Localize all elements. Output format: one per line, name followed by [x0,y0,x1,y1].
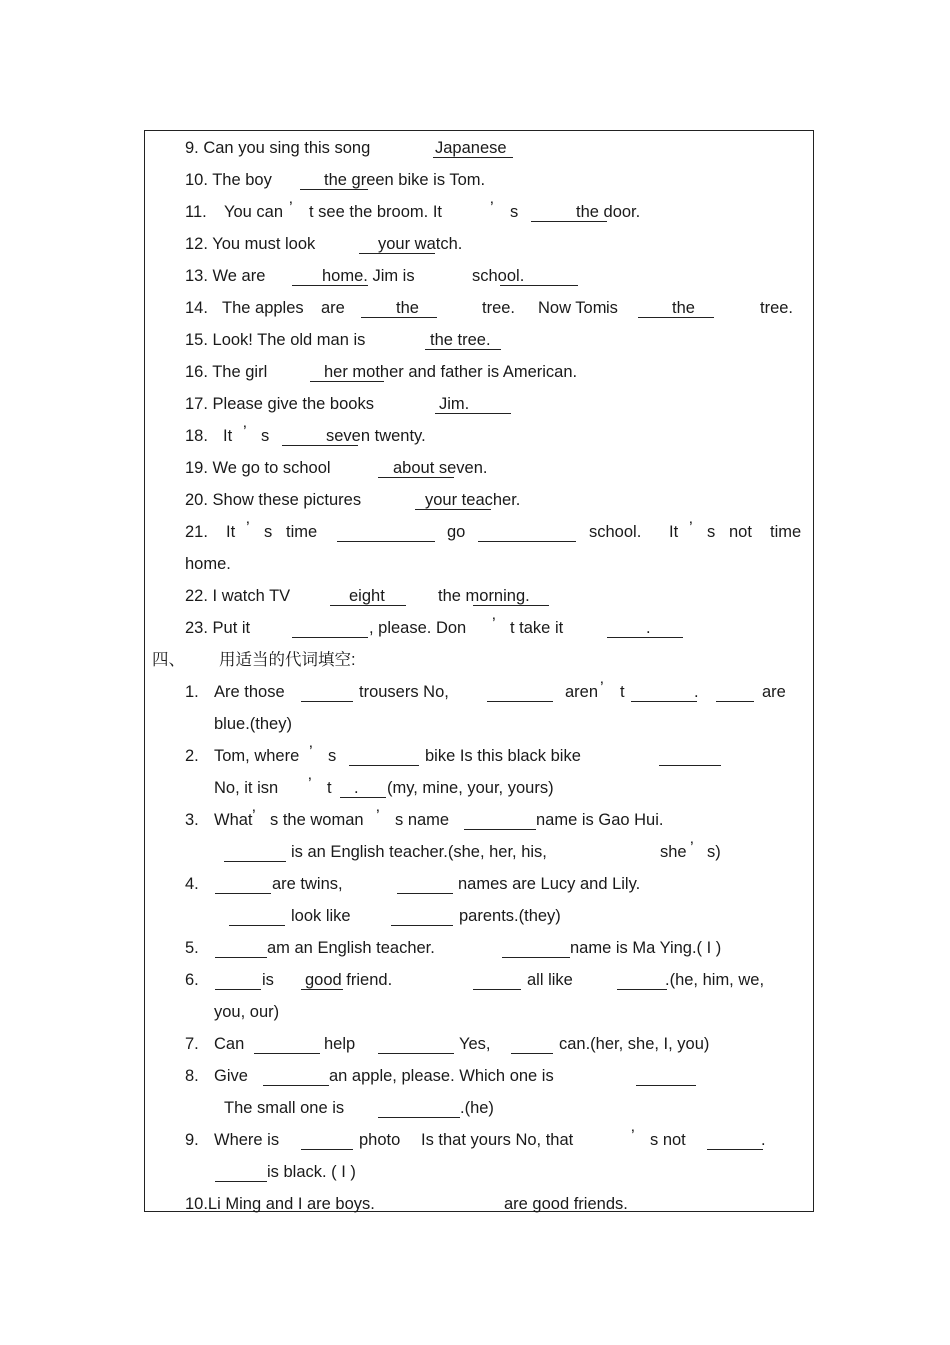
q9-blank[interactable] [433,157,513,158]
p4-q8-blank[interactable] [636,1085,696,1086]
q11-text: t see the broom. It [309,203,442,221]
p4-q3-apostrophe: ’ [376,807,380,825]
q15-blank[interactable] [425,349,501,350]
q11-text: the door. [576,203,641,221]
p4-q3-blank[interactable] [464,829,536,830]
p4-q4-text: names are Lucy and Lily. [458,875,641,893]
p4-q7-number: 7. [185,1035,199,1053]
p4-q2-text: No, it isn [214,779,279,797]
q15-prompt: 15. Look! The old man is [185,331,366,349]
q21-apostrophe: ’ [246,519,250,537]
p4-q6-text: .(he, him, we, [665,971,765,989]
q14-text: are [321,299,345,317]
p4-q5-number: 5. [185,939,199,957]
q11-text: You can [224,203,284,221]
p4-q3-blank[interactable] [224,861,286,862]
p4-q5-blank[interactable] [502,957,570,958]
q21-text: time [770,523,802,541]
p4-q7-text: help [324,1035,356,1053]
q15-text: the tree. [430,331,491,349]
q18-text: seven twenty. [326,427,426,445]
q18-text: It [223,427,233,445]
q18-number: 18. [185,427,208,445]
p4-q7-blank[interactable] [378,1053,454,1054]
p4-q2-blank[interactable] [340,797,386,798]
q19-prompt: 19. We go to school [185,459,331,477]
p4-q6-text: good friend. [305,971,393,989]
q16-blank[interactable] [310,381,384,382]
p4-q8-blank[interactable] [378,1117,460,1118]
p4-q4-text: are twins, [272,875,343,893]
q14-text: tree. [482,299,516,317]
q10-text: the green bike is Tom. [324,171,486,189]
p4-q3-text: s the woman [270,811,364,829]
q19-text: about seven. [393,459,488,477]
q21-text: s [264,523,273,541]
p4-q8-text: .(he) [460,1099,494,1117]
p4-q2-number: 2. [185,747,199,765]
q12-prompt: 12. You must look [185,235,316,253]
q9-prompt: 9. Can you sing this song [185,139,371,157]
q13-blank[interactable] [292,285,368,286]
p4-q1-blank[interactable] [301,701,353,702]
p4-q3-text: What [214,811,253,829]
p4-q6-blank[interactable] [473,989,521,990]
q14-text: Now Tom [538,299,607,317]
q20-blank[interactable] [415,509,491,510]
q13-text: home. Jim is [322,267,415,285]
p4-q2-apostrophe: ’ [308,775,312,793]
q20-text: your teacher. [425,491,521,509]
q14-text: is [606,299,618,317]
p4-q7-text: can.(her, she, I, you) [559,1035,710,1053]
p4-q9-blank[interactable] [215,1181,267,1182]
q21-blank[interactable] [478,541,576,542]
p4-q3-text: name is Gao Hui. [536,811,664,829]
p4-q9-text: s not [650,1131,686,1149]
p4-q5-text: name is Ma Ying.( I ) [570,939,722,957]
q10-blank[interactable] [300,189,368,190]
section-number: 四、 [152,651,185,669]
q21-text: It [226,523,236,541]
q12-text: your watch. [378,235,463,253]
q19-blank[interactable] [378,477,454,478]
p4-q2-text: . [354,779,359,797]
p4-q4-blank[interactable] [229,925,285,926]
p4-q1-blank[interactable] [631,701,697,702]
q14-text: the [396,299,419,317]
p4-q1-text: Are those [214,683,285,701]
p4-q9-blank[interactable] [707,1149,763,1150]
q13-blank[interactable] [500,285,578,286]
q23-text: t take it [510,619,564,637]
p4-q4-text: parents.(they) [459,907,561,925]
p4-q9-apostrophe: ’ [631,1127,635,1145]
p4-q2-apostrophe: ’ [309,743,313,761]
p4-q9-text: . [761,1131,766,1149]
p4-q6-text: all like [527,971,573,989]
q22-text: the morning. [438,587,530,605]
p4-q9-text: Where is [214,1131,280,1149]
p4-q9-number: 9. [185,1131,199,1149]
p4-q7-blank[interactable] [254,1053,320,1054]
q23-blank[interactable] [607,637,683,638]
q21-text: home. [185,555,231,573]
p4-q3-text: is an English teacher.(she, her, his, [291,843,547,861]
p4-q9-blank[interactable] [301,1149,353,1150]
p4-q1-text: blue.(they) [214,715,292,733]
q23-apostrophe: ’ [492,615,496,633]
q14-text: The apples [222,299,304,317]
q16-text: her mother and father is American. [324,363,578,381]
q14-number: 14. [185,299,208,317]
p4-q4-blank[interactable] [397,893,453,894]
p4-q8-number: 8. [185,1067,199,1085]
q13-text: school. [472,267,525,285]
p4-q8-text: an apple, please. Which one is [329,1067,554,1085]
p4-q2-blank[interactable] [659,765,721,766]
p4-q6-blank[interactable] [617,989,667,990]
q10-prompt: 10. The boy [185,171,272,189]
q22-blank[interactable] [330,605,406,606]
p4-q4-blank[interactable] [391,925,453,926]
p4-q1-apostrophe: ’ [600,679,604,697]
q22-text: eight [349,587,385,605]
q20-prompt: 20. Show these pictures [185,491,362,509]
q11-apostrophe: ’ [490,199,494,217]
p4-q1-blank[interactable] [716,701,754,702]
p4-q3-number: 3. [185,811,199,829]
q17-text: Jim. [439,395,470,413]
q14-text: tree. [760,299,794,317]
q14-text: the [672,299,695,317]
q21-text: go [447,523,466,541]
p4-q1-text: are [762,683,786,701]
p4-q5-text: am an English teacher. [267,939,435,957]
p4-q8-text: Give [214,1067,248,1085]
q17-blank[interactable] [435,413,511,414]
p4-q6-number: 6. [185,971,199,989]
p4-q10-text: are good friends. [504,1195,628,1213]
p4-q4-blank[interactable] [215,893,271,894]
q11-blank[interactable] [531,221,607,222]
q11-apostrophe: ’ [289,199,293,217]
p4-q6-text: is [262,971,274,989]
p4-q9-text: is black. ( I ) [267,1163,356,1181]
p4-q2-text: s [328,747,337,765]
q21-text: school. [589,523,642,541]
p4-q1-number: 1. [185,683,199,701]
p4-q1-blank[interactable] [487,701,553,702]
q21-text: time [286,523,318,541]
p4-q3-text: she [660,843,687,861]
q22-prompt: 22. I watch TV [185,587,291,605]
p4-q3-text: s name [395,811,450,829]
p4-q1-text: . [694,683,699,701]
q18-blank[interactable] [282,445,358,446]
p4-q2-text: t [327,779,332,797]
p4-q10-blank[interactable] [444,1211,504,1212]
p4-q6-text: you, our) [214,1003,280,1021]
p4-q7-text: Yes, [459,1035,491,1053]
q21-apostrophe: ’ [689,519,693,537]
q21-blank[interactable] [337,541,435,542]
q14-blank[interactable] [361,317,437,318]
section-title: 用适当的代词填空: [219,651,356,669]
p4-q9-text: photo [359,1131,401,1149]
p4-q3-text: s) [707,843,721,861]
p4-q8-blank[interactable] [263,1085,329,1086]
p4-q4-text: look like [291,907,351,925]
q23-prompt: 23. Put it [185,619,251,637]
p4-q1-text: t [620,683,625,701]
q11-text: s [510,203,519,221]
q18-apostrophe: ’ [243,423,247,441]
q21-number: 21. [185,523,208,541]
q23-text: , please. Don [369,619,467,637]
p4-q3-apostrophe: ’ [690,839,694,857]
q18-text: s [261,427,270,445]
p4-q7-text: Can [214,1035,245,1053]
q16-prompt: 16. The girl [185,363,268,381]
p4-q6-blank[interactable] [215,989,261,990]
q9-text: Japanese [435,139,507,157]
p4-q1-text: trousers No, [359,683,449,701]
p4-q10-prompt: 10.Li Ming and I are boys. [185,1195,375,1213]
p4-q7-blank[interactable] [511,1053,553,1054]
p4-q2-text: Tom, where [214,747,300,765]
p4-q2-text: bike Is this black bike [425,747,581,765]
q22-blank[interactable] [473,605,549,606]
p4-q5-blank[interactable] [215,957,267,958]
q23-blank[interactable] [292,637,368,638]
p4-q8-text: The small one is [224,1099,345,1117]
p4-q1-text: aren [565,683,599,701]
q21-text: It [669,523,679,541]
q12-blank[interactable] [359,253,435,254]
q21-text: not [729,523,752,541]
p4-q2-blank[interactable] [349,765,419,766]
q13-prompt: 13. We are [185,267,266,285]
p4-q2-text: (my, mine, your, yours) [387,779,554,797]
p4-q4-number: 4. [185,875,199,893]
q21-text: s [707,523,716,541]
p4-q9-text: Is that yours No, that [421,1131,574,1149]
p4-q3-apostrophe: ’ [252,807,256,825]
q14-blank[interactable] [638,317,714,318]
q11-number: 11. [185,203,207,221]
q17-prompt: 17. Please give the books [185,395,374,413]
q23-text: . [646,619,651,637]
